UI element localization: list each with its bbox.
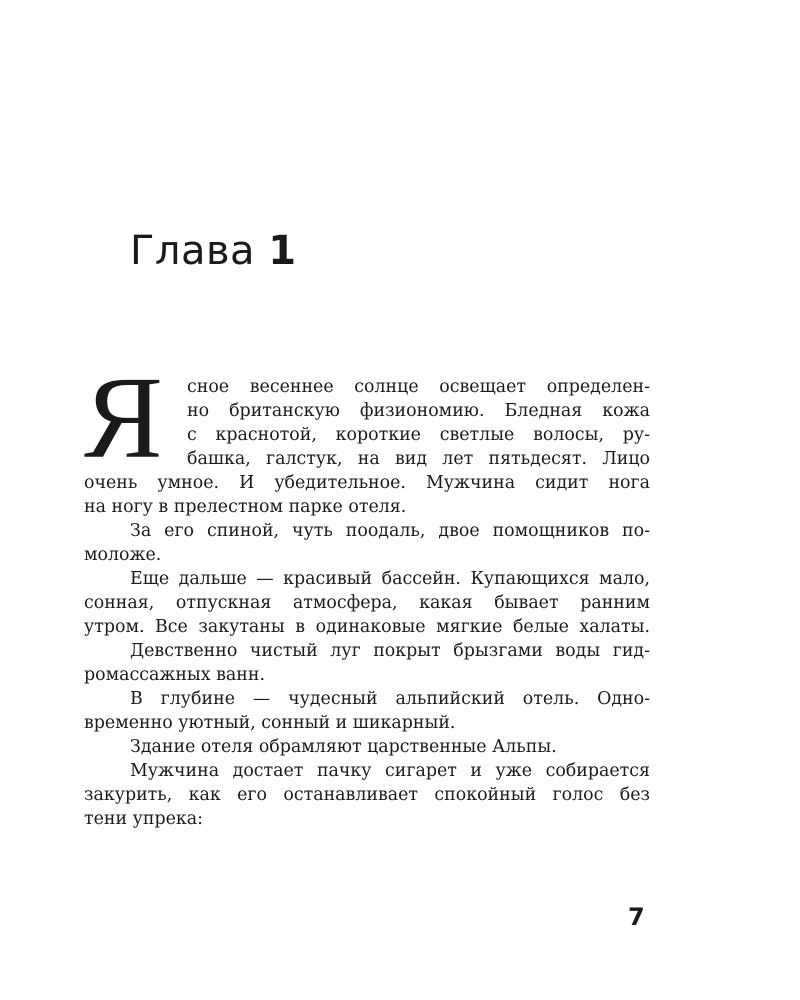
text-line: башка, галстук, на вид лет пятьдесят. Лицо	[187, 449, 650, 469]
chapter-heading	[130, 228, 297, 274]
text-line: Здание отеля обрамляют царственные Альпы.	[130, 737, 557, 757]
text-line: моложе.	[84, 545, 162, 565]
text-line: сонная, отпускная атмосфера, какая бывает ранним	[84, 593, 650, 613]
text-line: с краснотой, короткие светлые волосы, ру-	[187, 425, 650, 445]
text-line: утром. Все закутаны в одинаковые мягкие белые халаты.	[84, 617, 650, 637]
text-line: сное весеннее солнце освещает определен-	[187, 377, 650, 397]
drop-cap: Я	[84, 352, 163, 483]
text-line: В глубине — чудесный альпийский отель. Одно-	[130, 689, 650, 709]
text-line: Девственно чистый луг покрыт брызгами воды гид-	[130, 641, 650, 661]
text-line: Еще дальше — красивый бассейн. Купающихся мало,	[130, 569, 650, 589]
text-line: За его спиной, чуть поодаль, двое помощников по-	[130, 521, 650, 541]
text-line: временно уютный, сонный и шикарный.	[84, 713, 456, 733]
text-line: но британскую физиономию. Бледная кожа	[187, 401, 650, 421]
text-line: на ногу в прелестном парке отеля.	[84, 497, 407, 517]
text-line: тени упрека:	[84, 809, 203, 829]
text-line: закурить, как его останавливает спокойный голос без	[84, 785, 650, 805]
page-number: 7	[628, 903, 645, 931]
text-line: Мужчина достает пачку сигарет и уже собирается	[130, 761, 650, 781]
text-line: очень умное. И убедительное. Мужчина сидит нога	[84, 473, 650, 493]
text-line: ромассажных ванн.	[84, 665, 265, 685]
chapter-label: Глава	[130, 228, 256, 274]
chapter-number: 1	[268, 228, 297, 274]
